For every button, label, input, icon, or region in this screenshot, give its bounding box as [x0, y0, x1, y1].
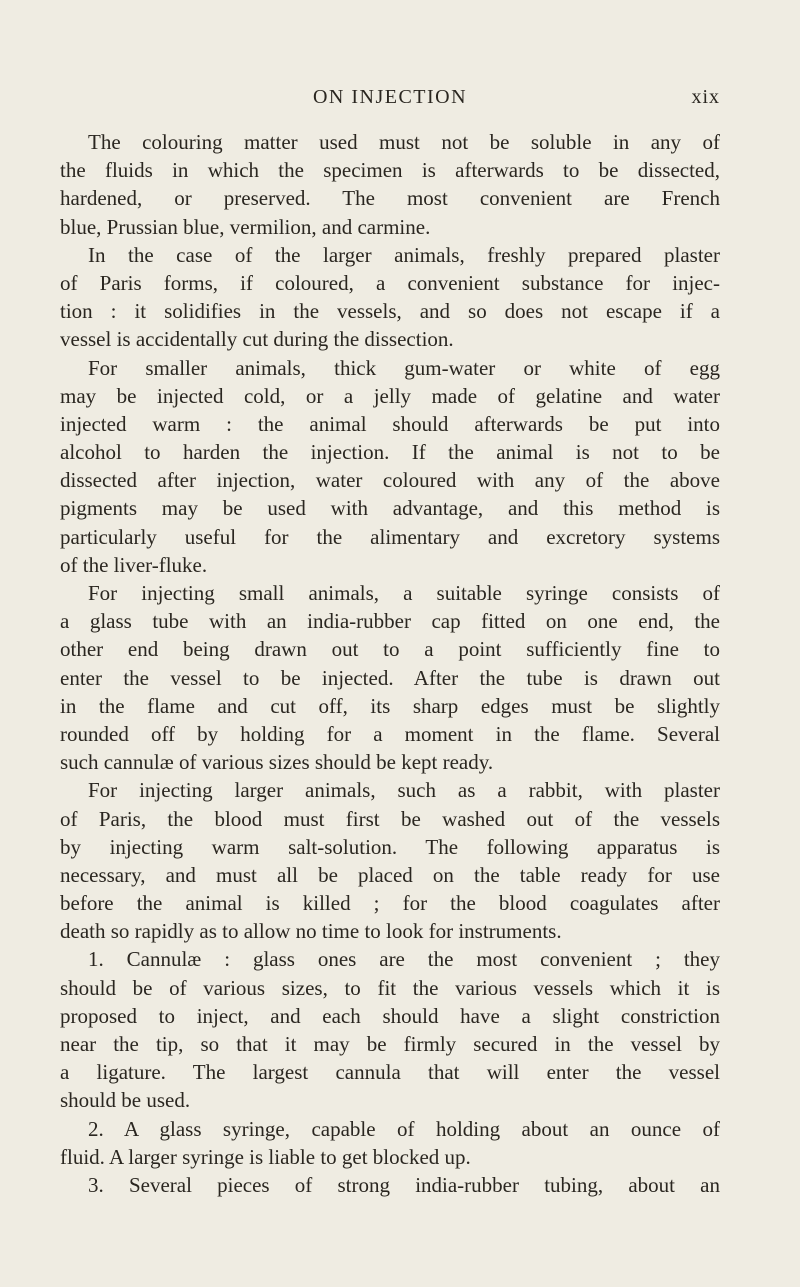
- text-line: For injecting larger animals, such as a rabbit, with plaster: [88, 778, 720, 803]
- text-line: should be of various sizes, to fit the various vessels which it is: [60, 975, 720, 1000]
- text-line: For injecting small animals, a suitable syringe consists of: [88, 581, 720, 605]
- text-line: a glass tube with an india-rubber cap fitted on one end, the: [60, 609, 720, 634]
- text-line: by injecting warm salt-solution. The following apparatus is: [60, 834, 720, 859]
- page-number: xix: [691, 86, 720, 108]
- text-line: injected warm : the animal should afterwards be put into: [60, 411, 720, 436]
- text-line: blue, Prussian blue, vermilion, and carmine.: [60, 214, 431, 239]
- text-line: hardened, or preserved. The most convenient are French: [60, 186, 720, 211]
- text-line: in the flame and cut off, its sharp edges must be slightly: [60, 693, 720, 718]
- text-line: before the animal is killed ; for the blood coagulates after: [60, 891, 720, 916]
- text-line: enter the vessel to be injected. After the tube is drawn out: [60, 665, 720, 690]
- text-line: the fluids in which the specimen is afterwards to be dissected,: [60, 158, 720, 183]
- text-line: of Paris forms, if coloured, a convenient substance for injec-: [60, 270, 720, 295]
- text-line: The colouring matter used must not be soluble in any of: [88, 130, 720, 154]
- text-line: 3. Several pieces of strong india-rubber tubing, about an: [88, 1172, 720, 1197]
- text-line: such cannulæ of various sizes should be kept ready.: [60, 750, 494, 775]
- running-head: [60, 86, 720, 116]
- text-line: vessel is accidentally cut during the dissection.: [60, 327, 454, 352]
- text-line: necessary, and must all be placed on the table ready for use: [60, 862, 720, 887]
- text-line: should be used.: [60, 1088, 191, 1113]
- text-line: fluid. A larger syringe is liable to get blocked up.: [60, 1144, 471, 1169]
- body-text: [60, 128, 720, 1199]
- text-line: may be injected cold, or a jelly made of gelatine and water: [60, 383, 720, 408]
- text-line: For smaller animals, thick gum-water or white of egg: [88, 355, 720, 380]
- text-line: pigments may be used with advantage, and this method is: [60, 496, 720, 521]
- text-line: of the liver-fluke.: [60, 552, 208, 577]
- text-line: a ligature. The largest cannula that will enter the vessel: [60, 1060, 720, 1085]
- text-line: rounded off by holding for a moment in the flame. Several: [60, 721, 720, 746]
- text-line: of Paris, the blood must first be washed out of the vessels: [60, 806, 720, 831]
- text-line: In the case of the larger animals, freshly prepared plaster: [88, 242, 720, 267]
- text-line: alcohol to harden the injection. If the animal is not to be: [60, 440, 720, 465]
- text-line: 1. Cannulæ : glass ones are the most convenient ; they: [88, 947, 720, 972]
- text-line: other end being drawn out to a point sufficiently fine to: [60, 637, 720, 662]
- text-line: near the tip, so that it may be firmly secured in the vessel by: [60, 1032, 720, 1056]
- text-line: dissected after injection, water coloured with any of the above: [60, 468, 720, 493]
- text-line: particularly useful for the alimentary and excretory systems: [60, 524, 720, 549]
- text-line: tion : it solidifies in the vessels, and so does not escape if a: [60, 299, 720, 324]
- text-line: death so rapidly as to allow no time to look for instruments.: [60, 919, 562, 944]
- text-line: proposed to inject, and each should have a slight constriction: [60, 1003, 720, 1028]
- running-title: ON INJECTION: [312, 86, 468, 108]
- text-line: 2. A glass syringe, capable of holding about an ounce of: [88, 1116, 720, 1141]
